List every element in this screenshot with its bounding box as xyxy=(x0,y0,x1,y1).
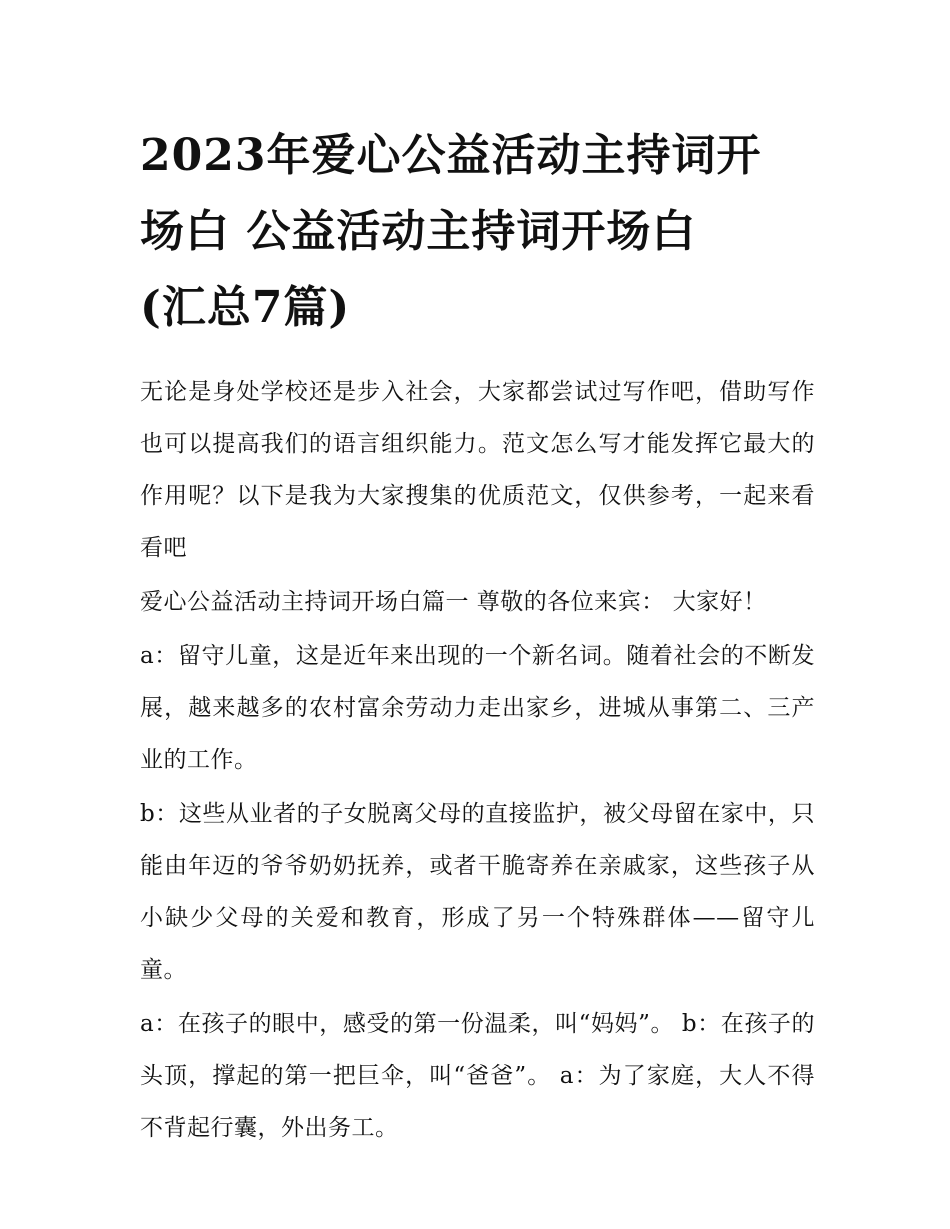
body-paragraph-a2: a：在孩子的眼中，感受的第一份温柔，叫“妈妈”。 b：在孩子的头顶，撑起的第一把巨伞，叫“爸爸”。 a：为了家庭，大人不得不背起行囊，外出务工。 xyxy=(140,1011,815,1141)
body-paragraph-a1: a：留守儿童，这是近年来出现的一个新名词。随着社会的不断发展，越来越多的农村富余劳动力走出家乡，进城从事第二、三产业的工作。 xyxy=(140,643,815,773)
document-page xyxy=(140,118,815,1156)
body-paragraph-b1: b：这些从业者的子女脱离父母的直接监护，被父母留在家中，只能由年迈的爷爷奶奶抚养，或者干脆寄养在亲戚家，这些孩子从小缺少父母的关爱和教育，形成了另一个特殊群体——留守儿童。 xyxy=(140,801,815,983)
title-line-2: 场白 公益活动主持词开场白 xyxy=(140,206,697,257)
title-line-1: 2023年爱心公益活动主持词开 xyxy=(140,130,762,181)
document-title xyxy=(140,118,815,346)
intro-paragraph: 无论是身处学校还是步入社会，大家都尝试过写作吧，借助写作也可以提高我们的语言组织能力。范文怎么写才能发挥它最大的作用呢？以下是我为大家搜集的优质范文，仅供参考，一起来看看吧 xyxy=(140,379,815,561)
section-heading-paragraph: 爱心公益活动主持词开场白篇一 尊敬的各位来宾： 大家好！ xyxy=(140,589,767,615)
title-line-3: (汇总7篇) xyxy=(140,282,351,333)
